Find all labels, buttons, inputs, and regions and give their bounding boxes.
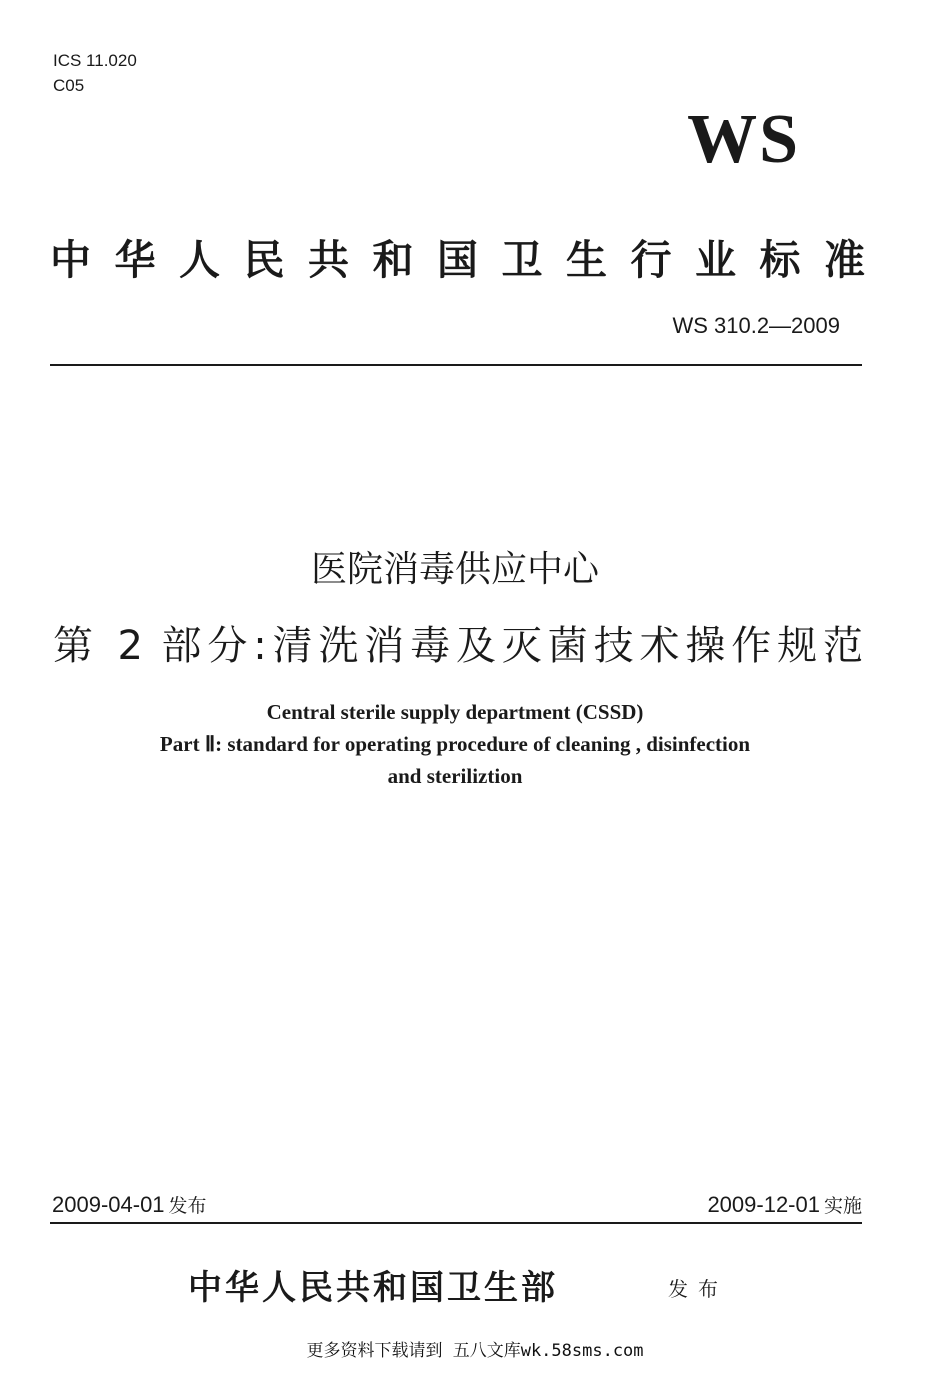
footer-download-note: 更多资料下载请到 五八文库wk.58sms.com (306, 1341, 644, 1361)
classification-codes (53, 48, 137, 98)
standard-mark: WS (687, 101, 800, 178)
issue-date-block (52, 1190, 207, 1221)
main-title-cn-line1: 医院消毒供应中心 (310, 549, 599, 590)
implement-date-block (707, 1190, 862, 1221)
main-title-en-line1: Central sterile supply department (CSSD) (266, 700, 644, 724)
implement-label: 实施 (823, 1195, 862, 1217)
top-divider (50, 364, 862, 366)
main-title-cn-line2: 第 2 部分:清洗消毒及灭菌技术操作规范 (53, 623, 863, 669)
standard-category-title: 中华人民共和国卫生行业标准 (50, 236, 865, 284)
standard-code: WS 310.2—2009 (672, 313, 840, 338)
ics-code: ICS 11.020 (53, 51, 137, 70)
implement-date: 2009-12-01 (707, 1192, 820, 1217)
main-title-en-line2: Part Ⅱ: standard for operating procedure of cleaning , disinfection (159, 732, 751, 756)
issuer-suffix: 发布 (668, 1277, 728, 1301)
ccs-code: C05 (53, 76, 85, 95)
issue-date: 2009-04-01 (52, 1192, 165, 1217)
issuer-name: 中华人民共和国卫生部 (188, 1268, 558, 1308)
main-title-en-line3: and steriliztion (387, 764, 523, 788)
issue-label: 发布 (168, 1195, 207, 1217)
main-title-en (0, 696, 910, 792)
bottom-divider (50, 1222, 862, 1224)
